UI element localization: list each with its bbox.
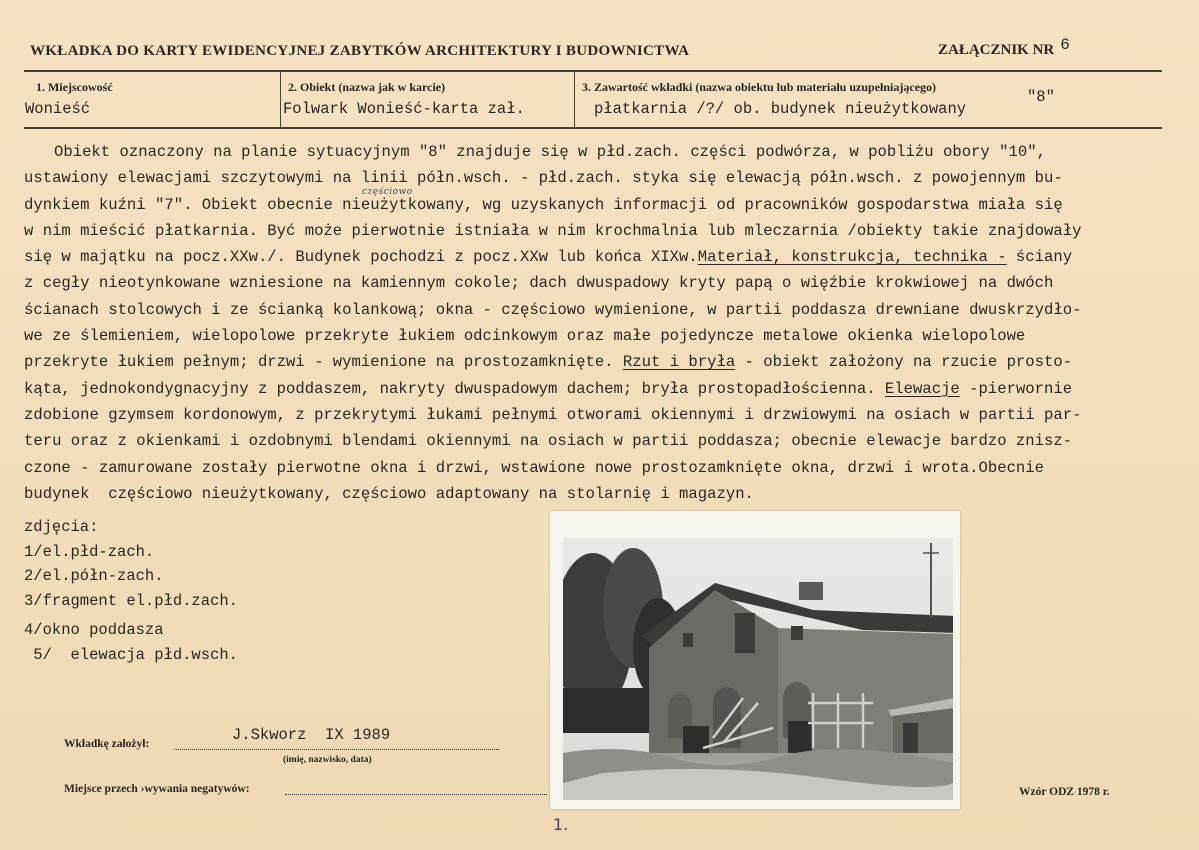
field-divider-2 — [574, 72, 575, 127]
section-heading-plan: Rzut i bryła — [622, 353, 736, 372]
description-text — [24, 139, 1174, 507]
founder-dotted-line — [174, 749, 499, 750]
description-line: dynkiem kuźni "7". Obiekt obecnie nieużytkowany, wg uzyskanych informacji od pracowników gospodarstwa miała się — [24, 195, 1063, 214]
description-line: zdobione gzymsem kordonowym, z przekrytymi łukami pełnymi otworami okiennymi i drzwiowymi na osiach w partii par- — [24, 405, 1082, 424]
description-line: Obiekt oznaczony na planie sytuacyjnym "8" znajduje się w płd.zach. części podwórza, w pobliżu obory "10", — [54, 143, 1046, 161]
photos-heading: zdjęcia: — [24, 518, 99, 536]
description-line-part: przekryte łukiem pełnym; drzwi - wymienione na prostozamknięte. — [24, 353, 623, 372]
description-line: ustawiony elewacjami szczytowymi na linii półn.wsch. - płd.zach. styka się elewacją półn.wsch. z powojennym bu- — [24, 169, 1063, 188]
description-line-part: ściany — [1006, 248, 1073, 267]
place-label: 1. Miejscowość — [36, 80, 113, 94]
photo-item: 2/el.półn-zach. — [24, 567, 164, 585]
annex-number: 6 — [1060, 36, 1070, 54]
founder-label: Wkładkę założył: — [64, 738, 150, 750]
photos-list — [24, 515, 238, 667]
content-label: 3. Zawartość wkładki (nazwa obiektu lub materiału uzupełniającego) — [582, 80, 937, 94]
description-line-part: -pierwornie — [959, 379, 1073, 398]
founder-value: J.Skworz IX 1989 — [232, 726, 391, 744]
description-line: ścianach stolcowych i ze ścianką kolankową; okna - częściowo wymienione, w partii poddasza drewniane dwuskrzydło- — [24, 300, 1082, 319]
photo-item: 5/ elewacja płd.wsch. — [24, 645, 238, 664]
description-line-part: - obiekt założony na rzucie prosto- — [735, 353, 1073, 372]
header-rule-top — [24, 70, 1162, 72]
annex-label-text: ZAŁĄCZNIK NR — [938, 42, 1055, 58]
description-line — [24, 244, 1174, 270]
photo-item: 4/okno poddasza — [24, 621, 164, 639]
content-mark: "8" — [1027, 88, 1055, 106]
content-value: płatkarnia /?/ ob. budynek nieużytkowany — [594, 100, 967, 118]
handwritten-insert: częściowo — [362, 187, 413, 197]
header-rule-bottom — [24, 127, 1162, 129]
page-mark: 1. — [553, 815, 569, 834]
description-line — [24, 349, 1174, 375]
photo-image — [563, 538, 953, 800]
description-line-part: się w majątku na pocz.XXw./. Budynek pochodzi z pocz.XXw lub końca XIXw. — [24, 248, 698, 267]
section-heading-elevations: Elewacje — [884, 379, 960, 398]
section-heading-material: Materiał, konstrukcja, technika - — [697, 248, 1007, 267]
description-line: w nim mieścić płatkarnia. Być może pierwotnie istniała w nim krochmalnia lub mleczarnia /obiekty takie znajdowały — [24, 221, 1082, 240]
object-label: 2. Obiekt (nazwa jak w karcie) — [288, 80, 446, 94]
description-line: we ze ślemieniem, wielopolowe przekryte łukiem odcinkowym oraz małe pojedyncze metalowe okienka wielopolowe — [24, 327, 1026, 346]
form-reference: Wzór ODZ 1978 r. — [1019, 786, 1110, 798]
founder-hint: (imię, nazwisko, data) — [283, 755, 372, 765]
annex-label — [938, 36, 1070, 59]
description-line: teru oraz z okienkami i ozdobnymi blendami okiennymi na osiach w partii poddasza; obecnie elewacje bardzo znisz- — [24, 432, 1073, 451]
description-line — [24, 376, 1174, 402]
building-photograph — [550, 511, 960, 809]
negatives-dotted-line — [285, 794, 547, 795]
photo-item: 1/el.płd-zach. — [24, 542, 155, 561]
card-title: WKŁADKA DO KARTY EWIDENCYJNEJ ZABYTKÓW ARCHITEKTURY I BUDOWNICTWA — [30, 43, 690, 59]
object-value: Folwark Wonieść-karta zał. — [283, 100, 525, 118]
description-line-part: kąta, jednokondygnacyjny z poddaszem, nakryty dwuspadowym dachem; bryła prostopadłościenna. — [24, 379, 885, 398]
place-value: Wonieść — [25, 100, 91, 118]
field-divider-1 — [280, 72, 281, 127]
negatives-label: Miejsce przech ›wywania negatywów: — [64, 783, 250, 795]
description-line: z cegły nieotynkowane wzniesione na kamiennym cokole; dach dwuspadowy kryty papą o więźbie krokwiowej na dwóch — [24, 274, 1054, 293]
photo-item: 3/fragment el.płd.zach. — [24, 591, 238, 610]
description-line: czone - zamurowane zostały pierwotne okna i drzwi, wstawione nowe prostozamknięte okna, drzwi i wrota.Obecnie — [24, 458, 1044, 477]
description-line: budynek częściowo nieużytkowany, częściowo adaptowany na stolarnię i magazyn. — [24, 484, 754, 503]
